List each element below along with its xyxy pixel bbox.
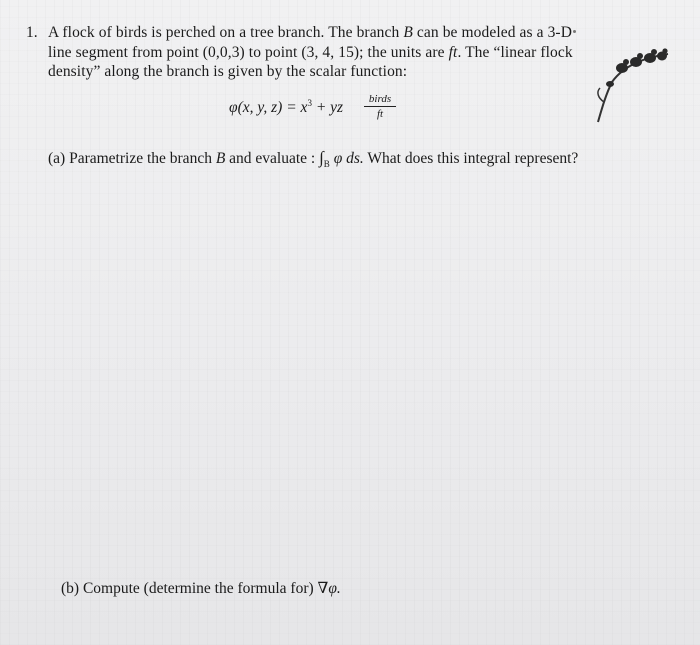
problem-number: 1. <box>26 24 38 41</box>
part-a-mid: and evaluate : <box>229 150 316 167</box>
gradient-expression: ∇φ. <box>317 580 341 597</box>
unit-denominator: ft <box>376 108 384 120</box>
integral-symbol: ∫ <box>319 148 324 167</box>
part-a-label: (a) Parametrize the branch <box>48 150 212 167</box>
integrand: φ ds. <box>333 150 364 167</box>
part-a-var-b: B <box>215 150 226 167</box>
var-b: B <box>403 24 413 41</box>
problem-line-2 <box>48 44 573 62</box>
unit-ft: ft <box>448 44 458 61</box>
part-a-tail: What does this integral represent? <box>367 150 579 167</box>
line1-post: can be modeled as a 3-D <box>416 24 572 41</box>
stray-mark <box>573 30 576 33</box>
problem-line-1 <box>48 24 572 42</box>
line2-pre: line segment from point (0,0,3) to point (3, 4, 15); the units are <box>48 44 445 61</box>
problem-line-3: density” along the branch is given by the scalar function: <box>48 63 408 80</box>
unit-numerator: birds <box>364 93 396 107</box>
part-b-label: (b) Compute (determine the formula for) <box>61 580 314 597</box>
line2-post: . The “linear flock <box>457 44 573 61</box>
birds-on-branch-illustration <box>592 42 672 124</box>
formula-unit-fraction <box>364 93 396 120</box>
formula-exponent: 3 <box>307 98 312 108</box>
part-a-question <box>48 148 578 169</box>
formula-rhs: + yz <box>311 99 344 117</box>
part-b-question <box>61 579 341 598</box>
integral-subscript: B <box>323 159 330 170</box>
line1-pre: A flock of birds is perched on a tree branch. The branch <box>48 24 400 41</box>
formula-lhs: φ(x, y, z) = x <box>229 99 308 117</box>
density-formula <box>229 98 343 117</box>
